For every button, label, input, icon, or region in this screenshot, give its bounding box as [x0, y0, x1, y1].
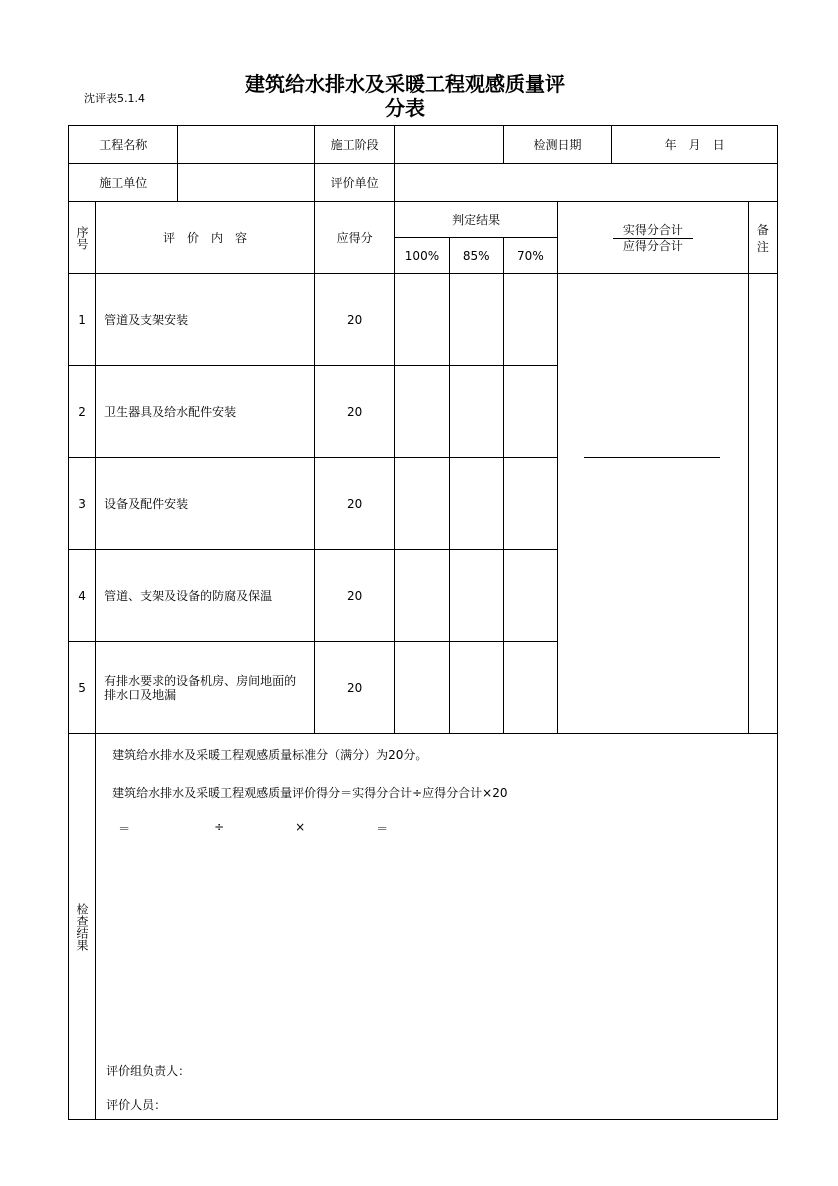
cell-85[interactable] [449, 458, 503, 550]
col-score: 应得分 [315, 202, 395, 274]
row-no: 3 [69, 458, 96, 550]
col-judgement: 判定结果 [395, 202, 558, 238]
row-score: 20 [315, 274, 395, 366]
table-row [69, 274, 778, 366]
cell-70[interactable] [503, 550, 557, 642]
result-content-cell[interactable] [96, 734, 778, 1120]
formula-mul: × [295, 820, 306, 834]
cell-70[interactable] [503, 366, 557, 458]
formula-eq-1: ＝ [118, 822, 131, 836]
result-line-1: 建筑给水排水及采暖工程观感质量标准分（满分）为20分。 [112, 748, 428, 762]
check-date-label: 检测日期 [503, 126, 611, 164]
evaluation-table [68, 125, 781, 1120]
col-remark: 备 注 [748, 202, 777, 274]
cell-100[interactable] [395, 642, 449, 734]
row-no: 4 [69, 550, 96, 642]
remark-cell[interactable] [748, 274, 777, 734]
col-sum-fraction [558, 202, 749, 274]
formula-div: ÷ [214, 820, 225, 834]
row-no: 1 [69, 274, 96, 366]
result-label: 检查结果 [75, 902, 90, 951]
leader-label: 评价组负责人： [106, 1064, 191, 1078]
cell-85[interactable] [449, 274, 503, 366]
due-sum-label: 应得分合计 [622, 239, 683, 253]
row-no: 2 [69, 366, 96, 458]
actual-sum-label: 实得分合计 [613, 222, 693, 239]
members-label: 评价人员： [106, 1098, 167, 1112]
row-content: 管道、支架及设备的防腐及保温 [96, 550, 315, 642]
unit-label: 施工单位 [69, 164, 178, 202]
cell-85[interactable] [449, 366, 503, 458]
cell-100[interactable] [395, 366, 449, 458]
page-title [200, 72, 610, 120]
eval-unit-field[interactable] [395, 164, 778, 202]
cell-85[interactable] [449, 550, 503, 642]
row-content: 有排水要求的设备机房、房间地面的排水口及地漏 [96, 642, 315, 734]
project-name-field[interactable] [178, 126, 315, 164]
stage-label: 施工阶段 [315, 126, 395, 164]
col-content: 评 价 内 容 [96, 202, 315, 274]
header-row-project [69, 126, 778, 164]
stage-field[interactable] [395, 126, 503, 164]
cell-100[interactable] [395, 274, 449, 366]
row-content: 设备及配件安装 [96, 458, 315, 550]
eval-unit-label: 评价单位 [315, 164, 395, 202]
row-score: 20 [315, 458, 395, 550]
sum-fraction-cell[interactable] [558, 274, 749, 734]
cell-70[interactable] [503, 642, 557, 734]
row-score: 20 [315, 366, 395, 458]
check-date-field[interactable]: 年 月 日 [612, 126, 778, 164]
title-line-1: 建筑给水排水及采暖工程观感质量评 [245, 72, 565, 96]
cell-100[interactable] [395, 550, 449, 642]
header-row-unit [69, 164, 778, 202]
project-name-label: 工程名称 [69, 126, 178, 164]
unit-field[interactable] [178, 164, 315, 202]
fraction-line [584, 457, 720, 458]
cell-70[interactable] [503, 458, 557, 550]
result-row [69, 734, 778, 1120]
row-score: 20 [315, 550, 395, 642]
col-seq: 序号 [69, 202, 96, 274]
col-70: 70% [503, 238, 557, 274]
formula-eq-2: ＝ [376, 822, 389, 836]
cell-100[interactable] [395, 458, 449, 550]
result-line-2: 建筑给水排水及采暖工程观感质量评价得分＝实得分合计÷应得分合计×20 [112, 786, 508, 800]
row-content: 卫生器具及给水配件安装 [96, 366, 315, 458]
cell-70[interactable] [503, 274, 557, 366]
column-header-row [69, 202, 778, 238]
result-label-cell [69, 734, 96, 1120]
col-85: 85% [449, 238, 503, 274]
col-100: 100% [395, 238, 449, 274]
row-content: 管道及支架安装 [96, 274, 315, 366]
form-code: 沈评表5.1.4 [84, 92, 145, 105]
cell-85[interactable] [449, 642, 503, 734]
row-no: 5 [69, 642, 96, 734]
title-line-2: 分表 [385, 96, 425, 120]
row-score: 20 [315, 642, 395, 734]
